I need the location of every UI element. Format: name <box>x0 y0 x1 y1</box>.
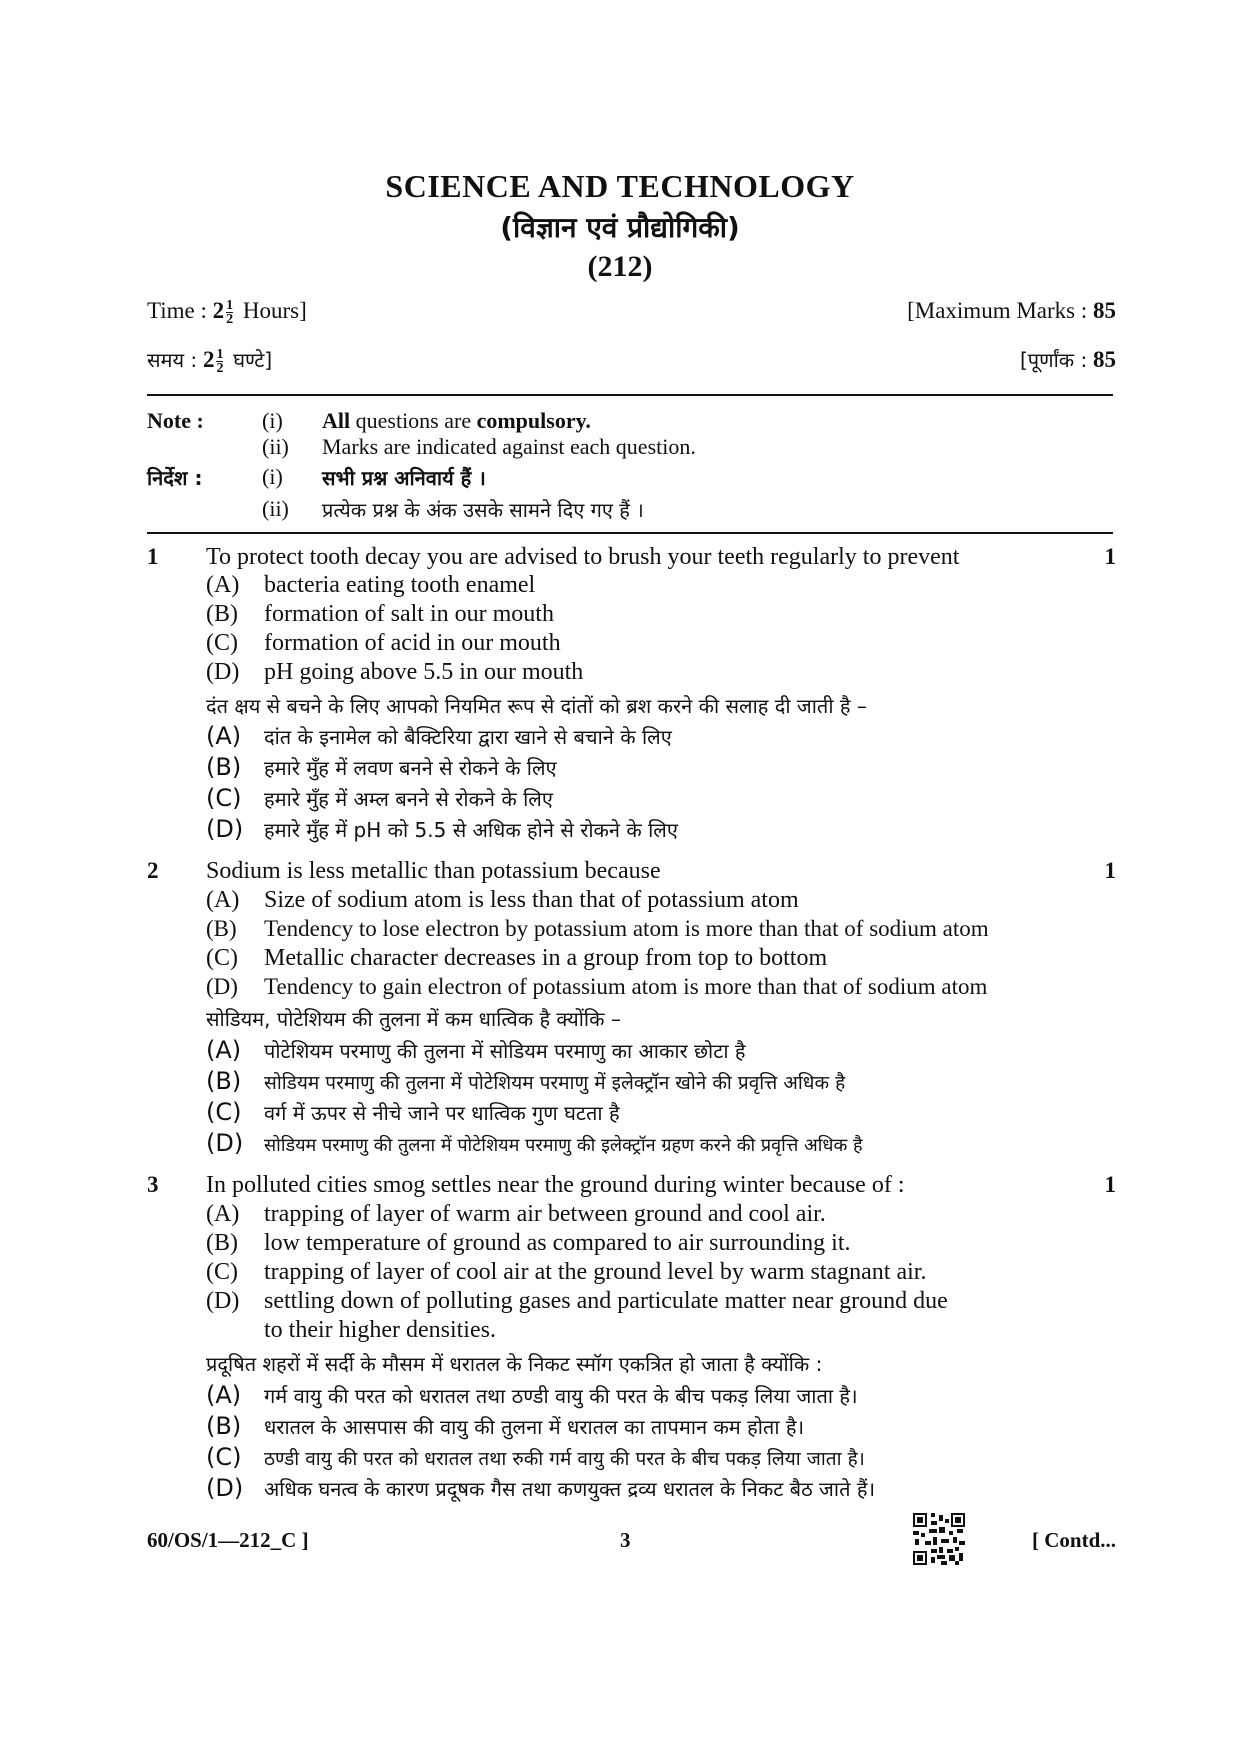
note-text-1-bold: All <box>322 408 351 433</box>
question-text-hindi: दंत क्षय से बचने के लिए आपको नियमित रूप से दांतों को ब्रश करने की सलाह दी जाती है – <box>206 694 867 718</box>
time-unit: Hours] <box>242 298 307 323</box>
option <box>206 1288 948 1315</box>
maximum-marks <box>907 298 1116 324</box>
time-fraction-den: 2 <box>226 312 234 328</box>
option-label: (A) <box>206 1201 240 1227</box>
qr-code-icon <box>913 1513 965 1565</box>
option-label: (A) <box>206 1381 242 1409</box>
option-text: formation of acid in our mouth <box>264 630 561 656</box>
option <box>206 1259 926 1286</box>
max-marks-label-hindi: [पूर्णांक : <box>1019 348 1088 372</box>
option <box>206 945 827 972</box>
question-text: To protect tooth decay you are advised to brush your teeth regularly to prevent <box>206 544 960 570</box>
option-hindi <box>206 1381 858 1409</box>
option-label: (A) <box>206 887 240 913</box>
option-text: Tendency to lose electron by potassium atom is more than that of sodium atom <box>264 916 989 941</box>
option-label: (D) <box>206 659 240 685</box>
option <box>206 1201 826 1228</box>
option-label: (C) <box>206 1259 238 1285</box>
time-fraction-num-hindi: 1 <box>216 347 224 363</box>
option-text: Tendency to gain electron of potassium atom is more than that of sodium atom <box>264 974 988 999</box>
option-text: formation of salt in our mouth <box>264 601 554 627</box>
note-text-hi-1: सभी प्रश्न अनिवार्य हैं । <box>322 466 486 490</box>
option-label: (C) <box>206 1443 242 1471</box>
option-text: गर्म वायु की परत को धरातल तथा ठण्डी वायु की परत के बीच पकड़ लिया जाता है। <box>264 1384 858 1408</box>
paper-title: SCIENCE AND TECHNOLOGY <box>385 168 855 204</box>
question-text-hindi: सोडियम, पोटेशियम की तुलना में कम धात्विक है क्योंकि – <box>206 1007 621 1031</box>
option-label: (A) <box>206 722 242 750</box>
max-marks-value: 85 <box>1093 298 1116 323</box>
option-label: (B) <box>206 601 238 627</box>
option-label: (B) <box>206 1230 238 1256</box>
question-number: 1 <box>147 544 159 569</box>
option-text: पोटेशियम परमाणु की तुलना में सोडियम परमाणु का आकार छोटा है <box>264 1039 746 1063</box>
option-hindi <box>206 753 557 781</box>
time-whole-hindi: 2 <box>202 347 215 372</box>
option-text: धरातल के आसपास की वायु की तुलना में धरातल का तापमान कम होता है। <box>264 1415 805 1439</box>
maximum-marks-hindi <box>1020 346 1116 373</box>
note-num-2: (ii) <box>262 434 289 459</box>
option-text: हमारे मुँह में अम्ल बनने से रोकने के लिए <box>264 787 553 811</box>
option-text: low temperature of ground as compared to air surrounding it. <box>264 1230 851 1256</box>
time-label-hindi: समय : <box>147 348 198 372</box>
note-text-2: Marks are indicated against each question. <box>322 434 696 459</box>
option-hindi <box>206 1129 863 1157</box>
note-label: Note : <box>147 408 204 433</box>
option-text: trapping of layer of cool air at the ground level by warm stagnant air. <box>264 1259 927 1285</box>
option-text: वर्ग में ऊपर से नीचे जाने पर धात्विक गुण घटता है <box>264 1101 620 1125</box>
note-text-hi-2: प्रत्येक प्रश्न के अंक उसके सामने दिए गए हैं । <box>322 498 644 522</box>
continued-label: [ Contd... <box>1031 1528 1116 1552</box>
option <box>206 572 535 599</box>
question-marks: 1 <box>1104 1172 1116 1197</box>
option-label: (B) <box>206 753 242 781</box>
time-whole: 2 <box>212 298 225 323</box>
subject-code: (212) <box>587 250 653 283</box>
option-label: (C) <box>206 1098 242 1126</box>
option-label: (C) <box>206 784 242 812</box>
option-label: (A) <box>206 1036 242 1064</box>
option-hindi <box>206 722 672 750</box>
option-label: (A) <box>206 572 240 598</box>
option-hindi <box>206 1412 804 1440</box>
option-hindi <box>206 815 678 843</box>
option-text: bacteria eating tooth enamel <box>264 572 536 598</box>
option-text: सोडियम परमाणु की तुलना में पोटेशियम परमाणु में इलेक्ट्रॉन खोने की प्रवृत्ति अधिक है <box>264 1072 846 1094</box>
option-text: settling down of polluting gases and particulate matter near ground due <box>264 1288 948 1314</box>
header-divider <box>147 394 1113 396</box>
option-hindi <box>206 1067 845 1095</box>
option-label: (B) <box>206 1067 242 1095</box>
question-text: Sodium is less metallic than potassium because <box>206 858 661 884</box>
option <box>206 630 561 657</box>
paper-subtitle-hindi: (विज्ञान एवं प्रौद्योगिकी) <box>500 211 740 244</box>
option-label: (D) <box>206 1129 244 1157</box>
option-hindi <box>206 784 553 812</box>
question-text: In polluted cities smog settles near the ground during winter because of : <box>206 1172 905 1198</box>
option-text: trapping of layer of warm air between ground and cool air. <box>264 1201 826 1227</box>
option <box>206 1230 851 1257</box>
page-number: 3 <box>620 1528 631 1552</box>
time-unit-hindi: घण्टे] <box>233 348 273 372</box>
option-text: दांत के इनामेल को बैक्टिरिया द्वारा खाने से बचाने के लिए <box>264 725 672 749</box>
option-text: हमारे मुँह में लवण बनने से रोकने के लिए <box>264 756 557 780</box>
option-hindi <box>206 1098 620 1126</box>
option-text: हमारे मुँह में pH को 5.5 से अधिक होने से रोकने के लिए <box>264 818 678 842</box>
notes-divider <box>147 532 1113 534</box>
time-allowed-hindi <box>147 346 272 375</box>
time-fraction-den-hindi: 2 <box>216 361 224 377</box>
note-num-hi-2: (ii) <box>262 496 289 521</box>
question-marks: 1 <box>1104 858 1116 883</box>
max-marks-value-hindi: 85 <box>1093 347 1116 372</box>
option-hindi <box>206 1036 745 1064</box>
option-label: (B) <box>206 1412 242 1440</box>
note-num-1: (i) <box>262 408 283 433</box>
option <box>206 601 554 628</box>
option <box>206 916 989 942</box>
note-label-hindi: निर्देश : <box>147 466 203 490</box>
option-text: अधिक घनत्व के कारण प्रदूषक गैस तथा कणयुक्त द्रव्य धरातल के निकट बैठ जाते हैं। <box>264 1477 876 1501</box>
paper-code-footer: 60/OS/1—212_C ] <box>147 1528 309 1552</box>
option <box>206 887 799 914</box>
note-text-1 <box>322 408 591 434</box>
note-text-1-body: questions are <box>355 408 472 433</box>
option-label: (C) <box>206 945 238 971</box>
option-hindi <box>206 1443 865 1471</box>
option-text: ठण्डी वायु की परत को धरातल तथा रुकी गर्म वायु की परत के बीच पकड़ लिया जाता है। <box>264 1448 865 1470</box>
option-label: (D) <box>206 815 244 843</box>
note-text-1-bold2: compulsory. <box>476 408 591 433</box>
option <box>206 659 583 686</box>
question-number: 2 <box>147 858 159 883</box>
note-num-hi-1: (i) <box>262 464 283 489</box>
option-label: (D) <box>206 974 238 999</box>
question-text-hindi: प्रदूषित शहरों में सर्दी के मौसम में धरातल के निकट स्मॉग एकत्रित हो जाता है क्योंकि : <box>206 1352 823 1376</box>
option-hindi <box>206 1474 875 1502</box>
option-continuation: to their higher densities. <box>264 1317 496 1343</box>
option-text: Size of sodium atom is less than that of potassium atom <box>264 887 799 913</box>
question-marks: 1 <box>1104 544 1116 569</box>
option-text: Metallic character decreases in a group from top to bottom <box>264 945 828 971</box>
option-text: सोडियम परमाणु की तुलना में पोटेशियम परमाणु की इलेक्ट्रॉन ग्रहण करने की प्रवृत्ति अधिक है <box>264 1135 863 1156</box>
option-label: (B) <box>206 916 237 941</box>
time-fraction <box>226 299 233 326</box>
question-number: 3 <box>147 1172 159 1197</box>
option-label: (C) <box>206 630 238 656</box>
time-label: Time : <box>147 298 207 323</box>
option <box>206 974 987 1000</box>
time-allowed <box>147 298 307 326</box>
option-label: (D) <box>206 1474 244 1502</box>
option-text: pH going above 5.5 in our mouth <box>264 659 584 685</box>
time-fraction-hindi <box>216 348 223 375</box>
max-marks-label: [Maximum Marks : <box>907 298 1088 323</box>
time-fraction-num: 1 <box>226 298 234 314</box>
option-label: (D) <box>206 1288 240 1314</box>
